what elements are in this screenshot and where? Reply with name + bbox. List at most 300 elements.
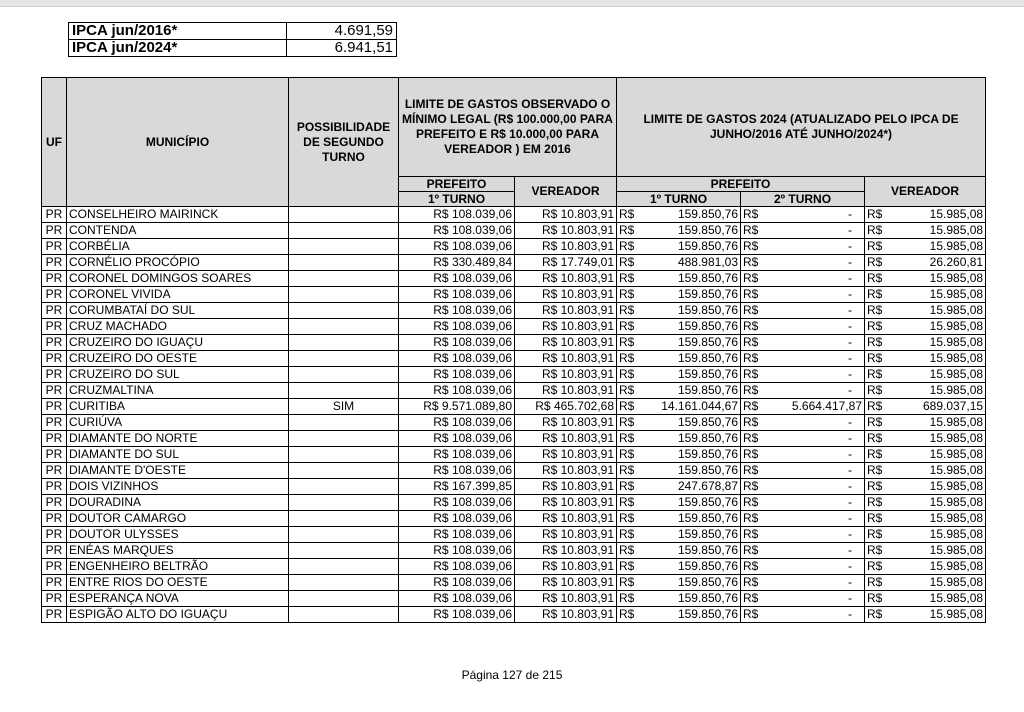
spending-limits-table bbox=[41, 77, 986, 623]
municipio-cell: CURIÚVA bbox=[67, 415, 289, 431]
vereador-2024-cell: 15.985,08 bbox=[889, 575, 986, 591]
currency-cell: R$ bbox=[865, 527, 889, 543]
currency-cell: R$ bbox=[617, 607, 641, 623]
segundo-turno-cell bbox=[289, 543, 399, 559]
prefeito-2-turno-cell: - bbox=[765, 271, 865, 287]
prefeito-2-turno-cell: - bbox=[765, 415, 865, 431]
segundo-turno-cell bbox=[289, 447, 399, 463]
segundo-turno-cell bbox=[289, 223, 399, 239]
vereador-2016-cell: R$ 10.803,91 bbox=[515, 303, 617, 319]
header-1-turno-2016: 1º TURNO bbox=[399, 192, 515, 207]
prefeito-1-turno-cell: 14.161.044,67 bbox=[641, 399, 741, 415]
municipio-cell: ESPERANÇA NOVA bbox=[67, 591, 289, 607]
municipio-cell: DIAMANTE DO NORTE bbox=[67, 431, 289, 447]
prefeito-2016-cell: R$ 108.039,06 bbox=[399, 511, 515, 527]
uf-cell: PR bbox=[42, 527, 67, 543]
segundo-turno-cell bbox=[289, 351, 399, 367]
prefeito-1-turno-cell: 159.850,76 bbox=[641, 271, 741, 287]
uf-cell: PR bbox=[42, 351, 67, 367]
vereador-2024-cell: 15.985,08 bbox=[889, 447, 986, 463]
vereador-2016-cell: R$ 10.803,91 bbox=[515, 415, 617, 431]
currency-cell: R$ bbox=[865, 447, 889, 463]
table-row bbox=[42, 447, 986, 463]
table-row bbox=[42, 559, 986, 575]
table-row bbox=[42, 575, 986, 591]
currency-cell: R$ bbox=[741, 447, 765, 463]
prefeito-1-turno-cell: 159.850,76 bbox=[641, 287, 741, 303]
table-row bbox=[42, 319, 986, 335]
prefeito-1-turno-cell: 159.850,76 bbox=[641, 335, 741, 351]
currency-cell: R$ bbox=[741, 415, 765, 431]
currency-cell: R$ bbox=[865, 383, 889, 399]
prefeito-1-turno-cell: 159.850,76 bbox=[641, 447, 741, 463]
uf-cell: PR bbox=[42, 207, 67, 223]
prefeito-1-turno-cell: 488.981,03 bbox=[641, 255, 741, 271]
vereador-2024-cell: 15.985,08 bbox=[889, 479, 986, 495]
currency-cell: R$ bbox=[741, 527, 765, 543]
table-row bbox=[42, 271, 986, 287]
uf-cell: PR bbox=[42, 575, 67, 591]
currency-cell: R$ bbox=[741, 559, 765, 575]
currency-cell: R$ bbox=[617, 239, 641, 255]
vereador-2016-cell: R$ 10.803,91 bbox=[515, 239, 617, 255]
segundo-turno-cell bbox=[289, 463, 399, 479]
prefeito-1-turno-cell: 247.678,87 bbox=[641, 479, 741, 495]
prefeito-2-turno-cell: - bbox=[765, 367, 865, 383]
currency-cell: R$ bbox=[865, 367, 889, 383]
table-row bbox=[42, 431, 986, 447]
ipca-table bbox=[68, 22, 397, 57]
uf-cell: PR bbox=[42, 607, 67, 623]
currency-cell: R$ bbox=[617, 351, 641, 367]
currency-cell: R$ bbox=[741, 223, 765, 239]
currency-cell: R$ bbox=[865, 591, 889, 607]
prefeito-1-turno-cell: 159.850,76 bbox=[641, 351, 741, 367]
currency-cell: R$ bbox=[741, 255, 765, 271]
prefeito-2-turno-cell: - bbox=[765, 527, 865, 543]
vereador-2016-cell: R$ 10.803,91 bbox=[515, 223, 617, 239]
prefeito-1-turno-cell: 159.850,76 bbox=[641, 495, 741, 511]
prefeito-2-turno-cell: - bbox=[765, 463, 865, 479]
header-limite-2016: LIMITE DE GASTOS OBSERVADO O MÍNIMO LEGAL (R$ 100.000,00 PARA PREFEITO E R$ 10.000,00 PARA VEREADOR ) EM 2016 bbox=[399, 78, 617, 177]
municipio-cell: ENGENHEIRO BELTRÃO bbox=[67, 559, 289, 575]
vereador-2016-cell: R$ 10.803,91 bbox=[515, 575, 617, 591]
currency-cell: R$ bbox=[741, 463, 765, 479]
prefeito-2016-cell: R$ 9.571.089,80 bbox=[399, 399, 515, 415]
prefeito-2016-cell: R$ 108.039,06 bbox=[399, 223, 515, 239]
currency-cell: R$ bbox=[617, 511, 641, 527]
prefeito-1-turno-cell: 159.850,76 bbox=[641, 303, 741, 319]
currency-cell: R$ bbox=[741, 399, 765, 415]
currency-cell: R$ bbox=[865, 271, 889, 287]
vereador-2016-cell: R$ 10.803,91 bbox=[515, 351, 617, 367]
segundo-turno-cell bbox=[289, 527, 399, 543]
municipio-cell: DOUTOR CAMARGO bbox=[67, 511, 289, 527]
municipio-cell: CRUZ MACHADO bbox=[67, 319, 289, 335]
currency-cell: R$ bbox=[617, 287, 641, 303]
header-vereador-2024: VEREADOR bbox=[865, 177, 986, 207]
vereador-2024-cell: 689.037,15 bbox=[889, 399, 986, 415]
segundo-turno-cell bbox=[289, 495, 399, 511]
currency-cell: R$ bbox=[741, 383, 765, 399]
vereador-2016-cell: R$ 10.803,91 bbox=[515, 207, 617, 223]
vereador-2016-cell: R$ 10.803,91 bbox=[515, 463, 617, 479]
vereador-2024-cell: 15.985,08 bbox=[889, 207, 986, 223]
municipio-cell: DOIS VIZINHOS bbox=[67, 479, 289, 495]
vereador-2024-cell: 15.985,08 bbox=[889, 351, 986, 367]
uf-cell: PR bbox=[42, 335, 67, 351]
prefeito-2-turno-cell: - bbox=[765, 511, 865, 527]
segundo-turno-cell: SIM bbox=[289, 399, 399, 415]
page-number: Página 127 de 215 bbox=[461, 668, 563, 682]
municipio-cell: CORUMBATAÍ DO SUL bbox=[67, 303, 289, 319]
prefeito-2-turno-cell: - bbox=[765, 287, 865, 303]
segundo-turno-cell bbox=[289, 319, 399, 335]
currency-cell: R$ bbox=[617, 255, 641, 271]
currency-cell: R$ bbox=[865, 239, 889, 255]
municipio-cell: CORBÉLIA bbox=[67, 239, 289, 255]
currency-cell: R$ bbox=[617, 447, 641, 463]
vereador-2024-cell: 15.985,08 bbox=[889, 367, 986, 383]
prefeito-2016-cell: R$ 108.039,06 bbox=[399, 495, 515, 511]
vereador-2016-cell: R$ 10.803,91 bbox=[515, 495, 617, 511]
uf-cell: PR bbox=[42, 415, 67, 431]
prefeito-1-turno-cell: 159.850,76 bbox=[641, 207, 741, 223]
table-row bbox=[42, 367, 986, 383]
currency-cell: R$ bbox=[741, 271, 765, 287]
currency-cell: R$ bbox=[865, 399, 889, 415]
vereador-2024-cell: 15.985,08 bbox=[889, 543, 986, 559]
uf-cell: PR bbox=[42, 239, 67, 255]
currency-cell: R$ bbox=[741, 351, 765, 367]
prefeito-2016-cell: R$ 108.039,06 bbox=[399, 351, 515, 367]
vereador-2024-cell: 15.985,08 bbox=[889, 239, 986, 255]
table-row bbox=[42, 239, 986, 255]
currency-cell: R$ bbox=[741, 431, 765, 447]
segundo-turno-cell bbox=[289, 415, 399, 431]
currency-cell: R$ bbox=[741, 575, 765, 591]
segundo-turno-cell bbox=[289, 479, 399, 495]
currency-cell: R$ bbox=[865, 415, 889, 431]
vereador-2016-cell: R$ 10.803,91 bbox=[515, 383, 617, 399]
prefeito-2016-cell: R$ 108.039,06 bbox=[399, 415, 515, 431]
vereador-2016-cell: R$ 10.803,91 bbox=[515, 559, 617, 575]
vereador-2024-cell: 15.985,08 bbox=[889, 271, 986, 287]
currency-cell: R$ bbox=[617, 303, 641, 319]
currency-cell: R$ bbox=[865, 303, 889, 319]
currency-cell: R$ bbox=[865, 207, 889, 223]
segundo-turno-cell bbox=[289, 607, 399, 623]
segundo-turno-cell bbox=[289, 239, 399, 255]
table-row bbox=[42, 607, 986, 623]
table-row bbox=[42, 287, 986, 303]
prefeito-2016-cell: R$ 108.039,06 bbox=[399, 559, 515, 575]
prefeito-2-turno-cell: - bbox=[765, 495, 865, 511]
uf-cell: PR bbox=[42, 367, 67, 383]
table-row bbox=[42, 463, 986, 479]
uf-cell: PR bbox=[42, 559, 67, 575]
currency-cell: R$ bbox=[865, 543, 889, 559]
vereador-2016-cell: R$ 10.803,91 bbox=[515, 431, 617, 447]
vereador-2016-cell: R$ 10.803,91 bbox=[515, 447, 617, 463]
uf-cell: PR bbox=[42, 447, 67, 463]
currency-cell: R$ bbox=[865, 319, 889, 335]
currency-cell: R$ bbox=[741, 511, 765, 527]
currency-cell: R$ bbox=[865, 479, 889, 495]
municipio-cell: DOURADINA bbox=[67, 495, 289, 511]
prefeito-1-turno-cell: 159.850,76 bbox=[641, 543, 741, 559]
prefeito-2-turno-cell: - bbox=[765, 575, 865, 591]
uf-cell: PR bbox=[42, 431, 67, 447]
prefeito-2016-cell: R$ 108.039,06 bbox=[399, 383, 515, 399]
prefeito-2-turno-cell: - bbox=[765, 559, 865, 575]
table-row bbox=[42, 383, 986, 399]
header-2-turno-2024: 2º TURNO bbox=[741, 192, 865, 207]
prefeito-2016-cell: R$ 108.039,06 bbox=[399, 367, 515, 383]
header-prefeito-2016: PREFEITO bbox=[399, 177, 515, 192]
uf-cell: PR bbox=[42, 591, 67, 607]
prefeito-2-turno-cell: - bbox=[765, 303, 865, 319]
municipio-cell: CONSELHEIRO MAIRINCK bbox=[67, 207, 289, 223]
prefeito-2016-cell: R$ 108.039,06 bbox=[399, 239, 515, 255]
table-row bbox=[42, 223, 986, 239]
currency-cell: R$ bbox=[865, 223, 889, 239]
prefeito-2016-cell: R$ 167.399,85 bbox=[399, 479, 515, 495]
currency-cell: R$ bbox=[617, 319, 641, 335]
prefeito-2-turno-cell: - bbox=[765, 319, 865, 335]
segundo-turno-cell bbox=[289, 575, 399, 591]
prefeito-2016-cell: R$ 108.039,06 bbox=[399, 447, 515, 463]
currency-cell: R$ bbox=[617, 527, 641, 543]
currency-cell: R$ bbox=[617, 463, 641, 479]
currency-cell: R$ bbox=[617, 495, 641, 511]
prefeito-1-turno-cell: 159.850,76 bbox=[641, 319, 741, 335]
vereador-2024-cell: 15.985,08 bbox=[889, 415, 986, 431]
municipio-cell: ESPIGÃO ALTO DO IGUAÇU bbox=[67, 607, 289, 623]
currency-cell: R$ bbox=[865, 431, 889, 447]
table-row bbox=[42, 527, 986, 543]
vereador-2024-cell: 15.985,08 bbox=[889, 495, 986, 511]
prefeito-2-turno-cell: - bbox=[765, 591, 865, 607]
vereador-2016-cell: R$ 10.803,91 bbox=[515, 319, 617, 335]
prefeito-2016-cell: R$ 108.039,06 bbox=[399, 207, 515, 223]
uf-cell: PR bbox=[42, 223, 67, 239]
vereador-2024-cell: 15.985,08 bbox=[889, 335, 986, 351]
ipca-value: 4.691,59 bbox=[287, 23, 397, 40]
uf-cell: PR bbox=[42, 303, 67, 319]
prefeito-2016-cell: R$ 108.039,06 bbox=[399, 319, 515, 335]
municipio-cell: CRUZMALTINA bbox=[67, 383, 289, 399]
uf-cell: PR bbox=[42, 399, 67, 415]
currency-cell: R$ bbox=[617, 591, 641, 607]
uf-cell: PR bbox=[42, 495, 67, 511]
municipio-cell: DOUTOR ULYSSES bbox=[67, 527, 289, 543]
vereador-2024-cell: 15.985,08 bbox=[889, 383, 986, 399]
segundo-turno-cell bbox=[289, 431, 399, 447]
table-row bbox=[42, 335, 986, 351]
vereador-2024-cell: 15.985,08 bbox=[889, 511, 986, 527]
prefeito-2016-cell: R$ 108.039,06 bbox=[399, 335, 515, 351]
municipio-cell: ENÉAS MARQUES bbox=[67, 543, 289, 559]
vereador-2016-cell: R$ 10.803,91 bbox=[515, 335, 617, 351]
prefeito-2016-cell: R$ 108.039,06 bbox=[399, 287, 515, 303]
currency-cell: R$ bbox=[741, 495, 765, 511]
prefeito-1-turno-cell: 159.850,76 bbox=[641, 415, 741, 431]
vereador-2024-cell: 15.985,08 bbox=[889, 319, 986, 335]
vereador-2016-cell: R$ 10.803,91 bbox=[515, 287, 617, 303]
municipio-cell: CRUZEIRO DO OESTE bbox=[67, 351, 289, 367]
prefeito-2-turno-cell: - bbox=[765, 223, 865, 239]
prefeito-2016-cell: R$ 108.039,06 bbox=[399, 463, 515, 479]
prefeito-1-turno-cell: 159.850,76 bbox=[641, 367, 741, 383]
prefeito-2-turno-cell: - bbox=[765, 607, 865, 623]
prefeito-2-turno-cell: - bbox=[765, 543, 865, 559]
uf-cell: PR bbox=[42, 511, 67, 527]
ipca-value: 6.941,51 bbox=[287, 40, 397, 57]
vereador-2016-cell: R$ 10.803,91 bbox=[515, 591, 617, 607]
currency-cell: R$ bbox=[741, 367, 765, 383]
table-row bbox=[42, 303, 986, 319]
vereador-2016-cell: R$ 10.803,91 bbox=[515, 607, 617, 623]
municipio-cell: CORONEL DOMINGOS SOARES bbox=[67, 271, 289, 287]
vereador-2016-cell: R$ 10.803,91 bbox=[515, 367, 617, 383]
prefeito-2016-cell: R$ 108.039,06 bbox=[399, 607, 515, 623]
vereador-2016-cell: R$ 17.749,01 bbox=[515, 255, 617, 271]
prefeito-2-turno-cell: - bbox=[765, 239, 865, 255]
currency-cell: R$ bbox=[865, 559, 889, 575]
table-row bbox=[42, 479, 986, 495]
municipio-cell: CORONEL VIVIDA bbox=[67, 287, 289, 303]
prefeito-1-turno-cell: 159.850,76 bbox=[641, 559, 741, 575]
table-row bbox=[42, 351, 986, 367]
prefeito-2016-cell: R$ 108.039,06 bbox=[399, 575, 515, 591]
prefeito-2-turno-cell: - bbox=[765, 383, 865, 399]
municipio-cell: CONTENDA bbox=[67, 223, 289, 239]
uf-cell: PR bbox=[42, 383, 67, 399]
currency-cell: R$ bbox=[617, 479, 641, 495]
uf-cell: PR bbox=[42, 479, 67, 495]
prefeito-2-turno-cell: - bbox=[765, 255, 865, 271]
prefeito-2016-cell: R$ 108.039,06 bbox=[399, 271, 515, 287]
vereador-2016-cell: R$ 10.803,91 bbox=[515, 527, 617, 543]
vereador-2024-cell: 15.985,08 bbox=[889, 463, 986, 479]
header-limite-2024: LIMITE DE GASTOS 2024 (ATUALIZADO PELO IPCA DE JUNHO/2016 ATÉ JUNHO/2024*) bbox=[617, 78, 986, 177]
currency-cell: R$ bbox=[617, 399, 641, 415]
currency-cell: R$ bbox=[865, 335, 889, 351]
segundo-turno-cell bbox=[289, 591, 399, 607]
currency-cell: R$ bbox=[741, 335, 765, 351]
uf-cell: PR bbox=[42, 463, 67, 479]
vereador-2024-cell: 15.985,08 bbox=[889, 287, 986, 303]
segundo-turno-cell bbox=[289, 383, 399, 399]
municipio-cell: CRUZEIRO DO SUL bbox=[67, 367, 289, 383]
prefeito-1-turno-cell: 159.850,76 bbox=[641, 607, 741, 623]
currency-cell: R$ bbox=[617, 559, 641, 575]
currency-cell: R$ bbox=[741, 479, 765, 495]
table-row bbox=[42, 207, 986, 223]
currency-cell: R$ bbox=[741, 287, 765, 303]
vereador-2016-cell: R$ 10.803,91 bbox=[515, 271, 617, 287]
currency-cell: R$ bbox=[865, 495, 889, 511]
currency-cell: R$ bbox=[865, 287, 889, 303]
uf-cell: PR bbox=[42, 271, 67, 287]
table-row bbox=[42, 543, 986, 559]
currency-cell: R$ bbox=[741, 543, 765, 559]
prefeito-2016-cell: R$ 330.489,84 bbox=[399, 255, 515, 271]
prefeito-1-turno-cell: 159.850,76 bbox=[641, 239, 741, 255]
vereador-2024-cell: 15.985,08 bbox=[889, 559, 986, 575]
currency-cell: R$ bbox=[617, 415, 641, 431]
table-row bbox=[42, 255, 986, 271]
uf-cell: PR bbox=[42, 287, 67, 303]
prefeito-2016-cell: R$ 108.039,06 bbox=[399, 303, 515, 319]
currency-cell: R$ bbox=[865, 255, 889, 271]
currency-cell: R$ bbox=[865, 463, 889, 479]
segundo-turno-cell bbox=[289, 559, 399, 575]
prefeito-2-turno-cell: - bbox=[765, 351, 865, 367]
table-row bbox=[42, 511, 986, 527]
segundo-turno-cell bbox=[289, 367, 399, 383]
vereador-2024-cell: 15.985,08 bbox=[889, 303, 986, 319]
prefeito-2-turno-cell: - bbox=[765, 479, 865, 495]
uf-cell: PR bbox=[42, 319, 67, 335]
prefeito-1-turno-cell: 159.850,76 bbox=[641, 431, 741, 447]
header-vereador-2016: VEREADOR bbox=[515, 177, 617, 207]
header-1-turno-2024: 1º TURNO bbox=[617, 192, 741, 207]
currency-cell: R$ bbox=[865, 607, 889, 623]
vereador-2016-cell: R$ 10.803,91 bbox=[515, 479, 617, 495]
header-municipio: MUNICÍPIO bbox=[67, 78, 289, 207]
segundo-turno-cell bbox=[289, 255, 399, 271]
currency-cell: R$ bbox=[741, 319, 765, 335]
ipca-row-2016 bbox=[69, 23, 397, 40]
municipio-cell: DIAMANTE D'OESTE bbox=[67, 463, 289, 479]
table-row bbox=[42, 591, 986, 607]
currency-cell: R$ bbox=[617, 367, 641, 383]
prefeito-2016-cell: R$ 108.039,06 bbox=[399, 543, 515, 559]
segundo-turno-cell bbox=[289, 335, 399, 351]
vereador-2024-cell: 15.985,08 bbox=[889, 591, 986, 607]
segundo-turno-cell bbox=[289, 303, 399, 319]
viewer-top-bar bbox=[0, 0, 1024, 7]
table-row bbox=[42, 415, 986, 431]
currency-cell: R$ bbox=[617, 271, 641, 287]
currency-cell: R$ bbox=[617, 543, 641, 559]
currency-cell: R$ bbox=[617, 383, 641, 399]
currency-cell: R$ bbox=[865, 575, 889, 591]
uf-cell: PR bbox=[42, 543, 67, 559]
prefeito-1-turno-cell: 159.850,76 bbox=[641, 591, 741, 607]
prefeito-1-turno-cell: 159.850,76 bbox=[641, 383, 741, 399]
segundo-turno-cell bbox=[289, 511, 399, 527]
municipio-cell: CURITIBA bbox=[67, 399, 289, 415]
table-row bbox=[42, 495, 986, 511]
prefeito-2-turno-cell: - bbox=[765, 447, 865, 463]
header-uf: UF bbox=[42, 78, 67, 207]
segundo-turno-cell bbox=[289, 271, 399, 287]
currency-cell: R$ bbox=[617, 431, 641, 447]
currency-cell: R$ bbox=[741, 303, 765, 319]
vereador-2016-cell: R$ 10.803,91 bbox=[515, 511, 617, 527]
municipio-cell: CRUZEIRO DO IGUAÇU bbox=[67, 335, 289, 351]
prefeito-2016-cell: R$ 108.039,06 bbox=[399, 431, 515, 447]
currency-cell: R$ bbox=[865, 511, 889, 527]
prefeito-1-turno-cell: 159.850,76 bbox=[641, 575, 741, 591]
vereador-2024-cell: 15.985,08 bbox=[889, 607, 986, 623]
vereador-2016-cell: R$ 10.803,91 bbox=[515, 543, 617, 559]
currency-cell: R$ bbox=[741, 607, 765, 623]
vereador-2016-cell: R$ 465.702,68 bbox=[515, 399, 617, 415]
